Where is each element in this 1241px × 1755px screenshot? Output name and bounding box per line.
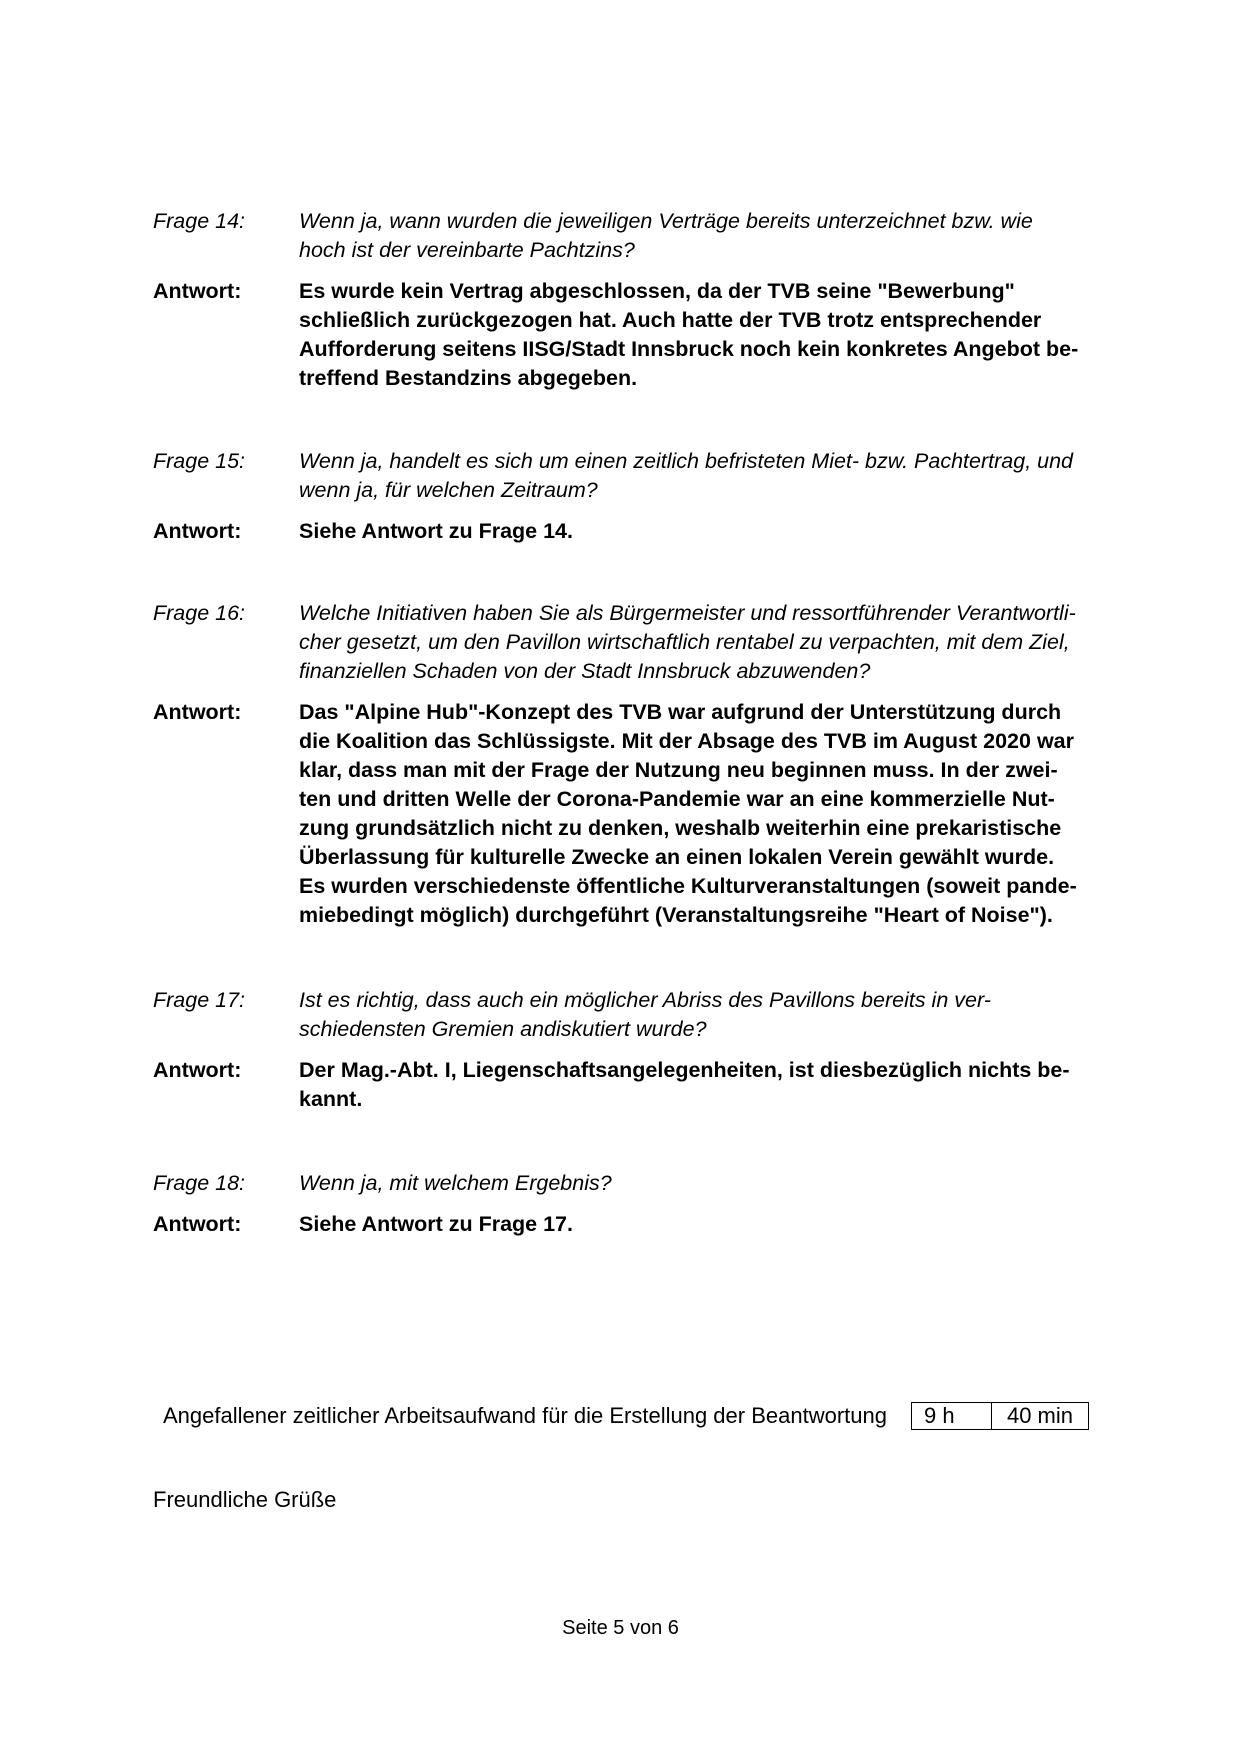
question-label: Frage 17: (153, 988, 246, 1012)
answer-text (299, 277, 1133, 393)
answer-line: Es wurden verschiedenste öffentliche Kulturveranstaltungen (soweit pande- (299, 874, 1077, 898)
effort-label: Angefallener zeitlicher Arbeitsaufwand für die Erstellung der Beantwortung (163, 1403, 887, 1428)
answer-row (153, 698, 1133, 930)
question-text (299, 1169, 1133, 1198)
question-label: Frage 16: (153, 601, 246, 625)
qa-block-17 (153, 986, 1133, 1114)
answer-line: Es wurde kein Vertrag abgeschlossen, da der TVB seine "Bewerbung" (299, 279, 1015, 303)
question-text (299, 207, 1133, 265)
page-number: Seite 5 von 6 (562, 1617, 679, 1639)
answer-label: Antwort: (153, 700, 242, 724)
answer-label: Antwort: (153, 279, 242, 303)
answer-line: kannt. (299, 1087, 363, 1111)
answer-row (153, 1056, 1133, 1114)
effort-hours: 9 h (912, 1403, 992, 1429)
answer-line: Siehe Antwort zu Frage 17. (299, 1212, 573, 1236)
question-line: Welche Initiativen haben Sie als Bürgermeister und ressortführender Verantwortli- (299, 601, 1076, 625)
answer-line: treffend Bestandzins abgegeben. (299, 366, 638, 390)
question-text (299, 986, 1133, 1044)
question-label: Frage 14: (153, 209, 246, 233)
question-line: Wenn ja, handelt es sich um einen zeitlich befristeten Miet- bzw. Pachtertrag, und (299, 449, 1074, 473)
effort-time-box (911, 1402, 1089, 1430)
question-line: hoch ist der vereinbarte Pachtzins? (299, 238, 635, 262)
answer-line: zung grundsätzlich nicht zu denken, weshalb weiterhin eine prekaristische (299, 816, 1062, 840)
question-line: Ist es richtig, dass auch ein möglicher Abriss des Pavillons bereits in ver- (299, 988, 991, 1012)
closing-greeting: Freundliche Grüße (153, 1487, 337, 1512)
question-line: Wenn ja, wann wurden die jeweiligen Verträge bereits unterzeichnet bzw. wie (299, 209, 1033, 233)
answer-text (299, 698, 1133, 930)
question-row (153, 207, 1133, 265)
answer-text (299, 1210, 1133, 1239)
question-line: schiedensten Gremien andiskutiert wurde? (299, 1017, 707, 1041)
question-text (299, 447, 1133, 505)
question-row (153, 599, 1133, 686)
answer-line: schließlich zurückgezogen hat. Auch hatte der TVB trotz entsprechender (299, 308, 1042, 332)
qa-block-18 (153, 1169, 1133, 1239)
answer-line: ten und dritten Welle der Corona-Pandemie war an eine kommerzielle Nut- (299, 787, 1055, 811)
question-label: Frage 15: (153, 449, 246, 473)
question-line: cher gesetzt, um den Pavillon wirtschaftlich rentabel zu verpachten, mit dem Ziel, (299, 630, 1070, 654)
question-label: Frage 18: (153, 1171, 246, 1195)
question-line: finanziellen Schaden von der Stadt Innsbruck abzuwenden? (299, 659, 871, 683)
answer-label: Antwort: (153, 519, 242, 543)
answer-row (153, 277, 1133, 393)
answer-line: Überlassung für kulturelle Zwecke an einen lokalen Verein gewählt wurde. (299, 845, 1055, 869)
qa-block-16 (153, 599, 1133, 930)
question-row (153, 986, 1133, 1044)
question-row (153, 447, 1133, 505)
qa-block-15 (153, 447, 1133, 546)
effort-minutes: 40 min (1006, 1403, 1073, 1428)
question-row (153, 1169, 1133, 1198)
question-line: Wenn ja, mit welchem Ergebnis? (299, 1171, 612, 1195)
answer-label: Antwort: (153, 1058, 242, 1082)
qa-block-14 (153, 207, 1133, 393)
answer-line: Der Mag.-Abt. I, Liegenschaftsangelegenheiten, ist diesbezüglich nichts be- (299, 1058, 1070, 1082)
answer-line: Aufforderung seitens IISG/Stadt Innsbruck noch kein konkretes Angebot be- (299, 337, 1079, 361)
answer-line: Siehe Antwort zu Frage 14. (299, 519, 573, 543)
answer-label: Antwort: (153, 1212, 242, 1236)
answer-line: Das "Alpine Hub"-Konzept des TVB war aufgrund der Unterstützung durch (299, 700, 1062, 724)
answer-line: miebedingt möglich) durchgeführt (Veranstaltungsreihe "Heart of Noise"). (299, 903, 1053, 927)
answer-line: die Koalition das Schlüssigste. Mit der Absage des TVB im August 2020 war (299, 729, 1074, 753)
effort-statement (163, 1402, 1089, 1430)
question-line: wenn ja, für welchen Zeitraum? (299, 478, 598, 502)
question-text (299, 599, 1133, 686)
answer-text (299, 1056, 1133, 1114)
answer-row (153, 517, 1133, 546)
answer-line: klar, dass man mit der Frage der Nutzung neu beginnen muss. In der zwei- (299, 758, 1058, 782)
answer-row (153, 1210, 1133, 1239)
answer-text (299, 517, 1133, 546)
